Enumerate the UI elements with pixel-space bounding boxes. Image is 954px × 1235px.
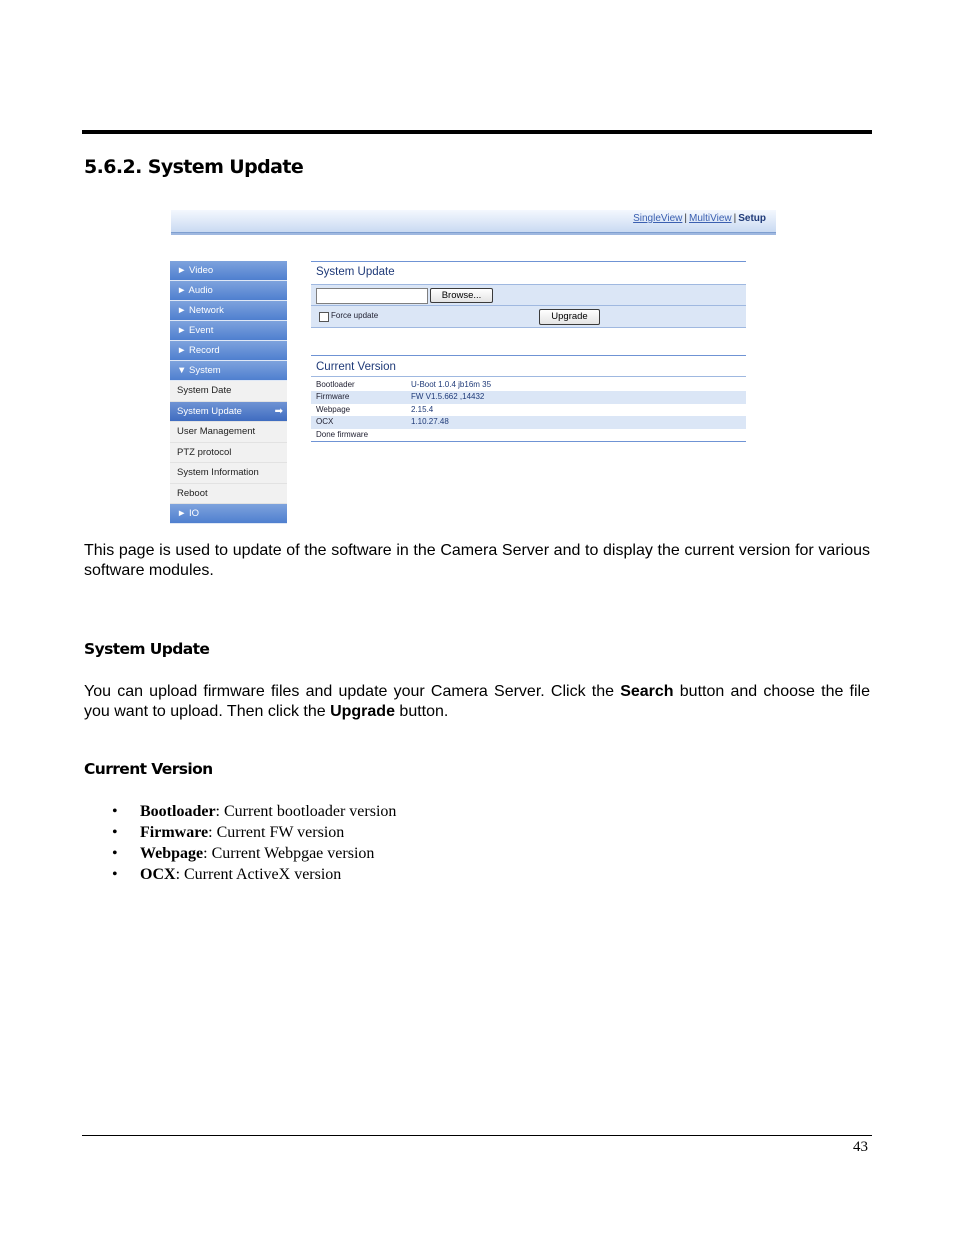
version-label: Done firmware	[316, 429, 369, 439]
bullet-term: OCX	[140, 866, 176, 883]
sidebar-item-io[interactable]: ► IO	[170, 504, 287, 524]
version-bullet-list	[112, 801, 396, 885]
sidebar-item-audio[interactable]: ► Audio	[170, 281, 287, 301]
view-nav	[633, 213, 766, 224]
top-rule	[82, 130, 872, 134]
system-update-heading: System Update	[84, 640, 210, 658]
page-number: 43	[853, 1139, 868, 1155]
footer-rule	[82, 1135, 872, 1136]
table-row	[311, 429, 746, 441]
file-row	[311, 284, 746, 305]
section-title: 5.6.2. System Update	[84, 156, 304, 178]
version-label: OCX	[316, 417, 334, 427]
sidebar-item-label: System Update	[177, 405, 242, 417]
bullet-icon: •	[112, 803, 118, 820]
upgrade-row	[311, 305, 746, 328]
sidebar-item-system-update[interactable]	[170, 402, 287, 423]
upgrade-term: Upgrade	[330, 702, 395, 720]
table-row	[311, 404, 746, 416]
bullet-icon: •	[112, 866, 118, 883]
list-item	[112, 864, 396, 885]
text-segment: You can upload firmware files and update your Camera Server. Click the	[84, 683, 621, 700]
bullet-term: Bootloader	[140, 803, 216, 820]
table-row	[311, 379, 746, 391]
ui-top-bar	[171, 210, 776, 233]
bullet-desc: : Current FW version	[208, 824, 345, 841]
system-update-panel	[311, 261, 746, 328]
text-segment: button and choose the file you want to upload. Then click the	[84, 683, 871, 720]
system-update-paragraph	[84, 682, 870, 721]
current-version-title: Current Version	[311, 355, 746, 377]
sidebar-item-video[interactable]: ► Video	[170, 261, 287, 281]
sidebar-item-system[interactable]: ▼ System	[170, 361, 287, 381]
bullet-term: Firmware	[140, 824, 209, 841]
version-label: Webpage	[316, 404, 351, 414]
version-value: 2.15.4	[411, 404, 434, 414]
force-update-label: Force update	[331, 311, 379, 320]
force-update-checkbox[interactable]	[319, 312, 329, 322]
search-term: Search	[620, 683, 674, 700]
sidebar-item-system-information[interactable]: System Information	[170, 463, 287, 484]
arrow-right-icon: ➡	[274, 405, 283, 417]
bullet-desc: : Current Webpgae version	[203, 845, 375, 862]
bullet-desc: : Current ActiveX version	[175, 866, 342, 883]
version-value: FW V1.5.662 ,14432	[411, 392, 485, 402]
sidebar-item-user-management[interactable]: User Management	[170, 422, 287, 443]
bullet-icon: •	[112, 845, 118, 862]
setup-link[interactable]: Setup	[738, 213, 766, 224]
sidebar-item-system-date[interactable]: System Date	[170, 381, 287, 402]
table-row	[311, 391, 746, 403]
sidebar-item-record[interactable]: ► Record	[170, 341, 287, 361]
nav-separator: |	[684, 213, 687, 224]
sidebar-item-reboot[interactable]: Reboot	[170, 484, 287, 505]
version-label: Bootloader	[316, 380, 355, 389]
sidebar-item-event[interactable]: ► Event	[170, 321, 287, 341]
text-segment: button.	[394, 702, 449, 720]
list-item	[112, 843, 396, 864]
sidebar-item-network[interactable]: ► Network	[170, 301, 287, 321]
top-bar-underline	[171, 233, 776, 235]
upgrade-button[interactable]: Upgrade	[539, 309, 600, 325]
intro-paragraph: This page is used to update of the software in the Camera Server and to display the current version for various software modules.	[84, 542, 870, 579]
setup-sidebar	[170, 261, 287, 524]
bullet-icon: •	[112, 824, 118, 841]
browse-button[interactable]: Browse...	[430, 288, 493, 303]
nav-separator: |	[733, 213, 737, 224]
bullet-desc: : Current bootloader version	[215, 803, 397, 820]
singleview-link[interactable]: SingleView	[633, 213, 683, 224]
multiview-link[interactable]: MultiView	[689, 213, 732, 224]
list-item	[112, 801, 396, 822]
version-table	[311, 379, 746, 442]
bullet-term: Webpage	[140, 845, 204, 862]
list-item	[112, 822, 396, 843]
current-version-heading: Current Version	[84, 760, 213, 778]
firmware-file-input[interactable]	[316, 288, 428, 304]
sidebar-item-ptz-protocol[interactable]: PTZ protocol	[170, 443, 287, 464]
version-value: 1.10.27.48	[411, 417, 449, 427]
panel-title: System Update	[311, 261, 746, 284]
version-label: Firmware	[316, 392, 350, 402]
table-row	[311, 416, 746, 428]
version-value: U-Boot 1.0.4 jb16m 35	[411, 380, 492, 389]
